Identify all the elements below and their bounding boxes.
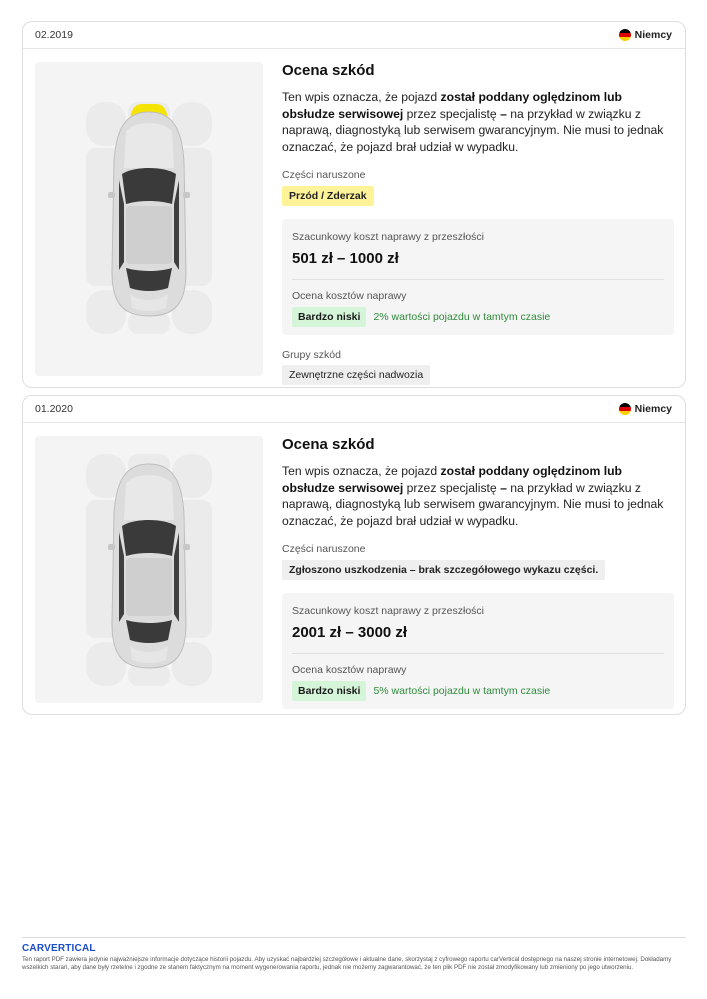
country-name: Niemcy — [634, 29, 672, 41]
cost-label: Szacunkowy koszt naprawy z przeszłości — [292, 231, 484, 243]
desc-text: na przykład w związku z naprawą, diagnostyką lub serwisem gwarancyjnym. Nie musi to jednak oznaczać, że pojazd brał udział w wypadku. — [282, 106, 664, 154]
rating-badge: Bardzo niski — [292, 681, 366, 701]
rating-label: Ocena kosztów naprawy — [292, 664, 407, 676]
record-description — [282, 463, 674, 529]
page-footer — [22, 937, 686, 972]
parts-tag: Przód / Zderzak — [282, 186, 374, 206]
desc-bold: został poddany oględzinom lub obsłudze serwisowej — [282, 90, 622, 121]
damage-details — [282, 62, 674, 385]
damage-record-card-2 — [22, 395, 686, 715]
footer-disclaimer: Ten raport PDF zawiera jedynie najważniejsze informacje dotyczące historii pojazdu. Aby uzyskać najbardziej szczegółowe i aktualne dane, skorzystaj z cyfrowego raportu carVertical dostępnego na naszej stronie internetowej. Dokładamy wszelkich starań, aby dane były rzetelne i zgodne ze stanem faktycznym na moment wygenerowania raportu, jednak nie możemy zagwarantować, że ten plik PDF nie został zmodyfikowany lub zmieniony po jego utworzeniu. — [22, 956, 672, 971]
record-country — [619, 29, 672, 41]
card-header — [23, 396, 685, 423]
card-header — [23, 22, 685, 49]
country-name: Niemcy — [634, 403, 672, 415]
record-title: Ocena szkód — [282, 436, 375, 453]
rating-text: 5% wartości pojazdu w tamtym czasie — [373, 685, 551, 697]
record-country — [619, 403, 672, 415]
car-diagram-icon — [86, 102, 212, 334]
desc-bold: – — [500, 480, 507, 495]
desc-text: przez specjalistę — [403, 480, 501, 495]
rating-label: Ocena kosztów naprawy — [292, 290, 407, 302]
record-description — [282, 89, 674, 155]
cost-amount: 501 zł – 1000 zł — [292, 250, 664, 280]
desc-bold: – — [500, 106, 507, 121]
damage-record-card-1 — [22, 21, 686, 388]
record-date: 02.2019 — [35, 29, 73, 41]
desc-text: na przykład w związku z naprawą, diagnostyką lub serwisem gwarancyjnym. Nie musi to jednak oznaczać, że pojazd brał udział w wypadku. — [282, 480, 664, 528]
rating-row — [292, 681, 664, 701]
record-title: Ocena szkód — [282, 62, 375, 79]
carvertical-logo: CARVERTICAL — [22, 943, 96, 954]
cost-box — [282, 593, 674, 709]
parts-tag: Zgłoszono uszkodzenia – brak szczegółowego wykazu części. — [282, 560, 605, 580]
car-diagram-icon — [86, 454, 212, 686]
cost-box — [282, 219, 674, 335]
parts-label: Części naruszone — [282, 169, 366, 181]
germany-flag-icon — [619, 403, 631, 415]
groups-tag: Zewnętrzne części nadwozia — [282, 365, 430, 385]
car-diagram-panel — [35, 436, 263, 703]
rating-badge: Bardzo niski — [292, 307, 366, 327]
desc-text: przez specjalistę — [403, 106, 501, 121]
rating-text: 2% wartości pojazdu w tamtym czasie — [373, 311, 551, 323]
desc-text: Ten wpis oznacza, że pojazd — [282, 90, 441, 104]
cost-label: Szacunkowy koszt naprawy z przeszłości — [292, 605, 484, 617]
record-date: 01.2020 — [35, 403, 73, 415]
desc-bold: został poddany oględzinom lub obsłudze serwisowej — [282, 464, 622, 495]
germany-flag-icon — [619, 29, 631, 41]
damage-details — [282, 436, 674, 709]
rating-row — [292, 307, 664, 327]
desc-text: Ten wpis oznacza, że pojazd — [282, 464, 441, 478]
cost-amount: 2001 zł – 3000 zł — [292, 624, 664, 654]
groups-label: Grupy szkód — [282, 349, 341, 361]
parts-label: Części naruszone — [282, 543, 366, 555]
car-diagram-panel — [35, 62, 263, 376]
